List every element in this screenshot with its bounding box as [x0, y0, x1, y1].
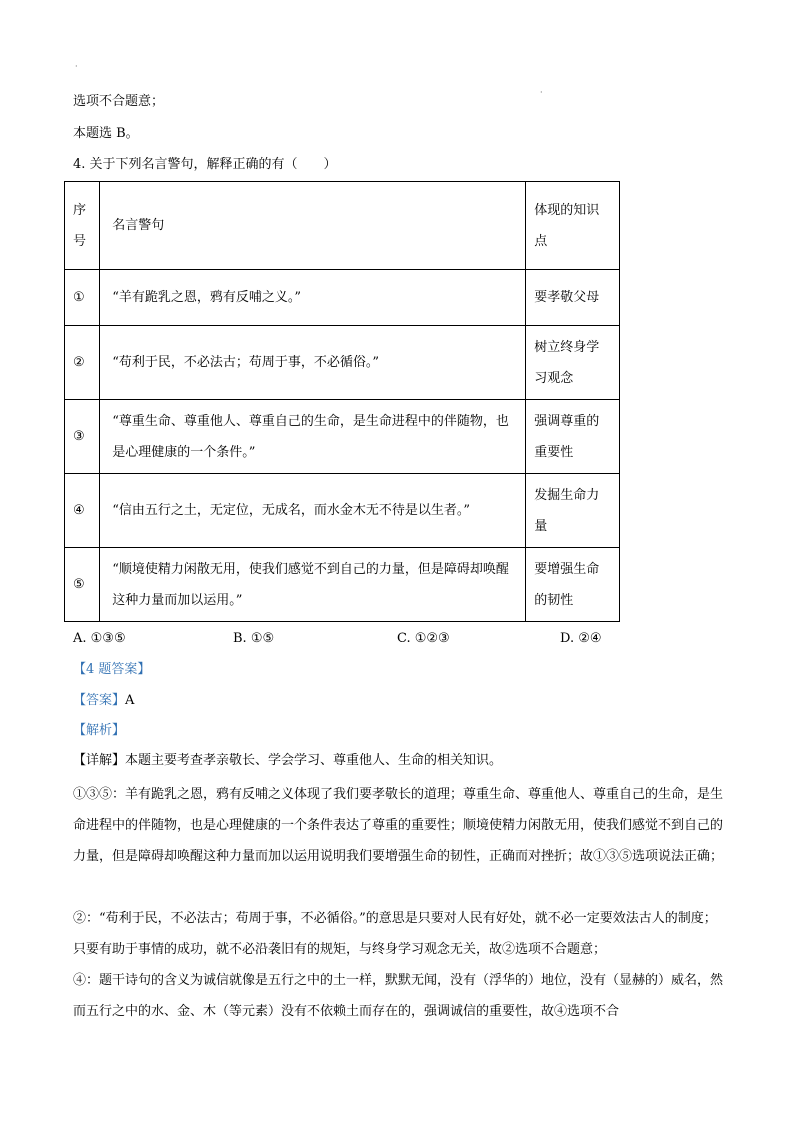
- row-number: ⑤: [65, 548, 100, 622]
- scan-dot: ·: [540, 88, 543, 97]
- detail-line: 【详解】本题主要考查孝亲敬长、学会学习、尊重他人、生命的相关知识。: [73, 753, 503, 768]
- row-number: ①: [65, 270, 100, 326]
- row-quote: “尊重生命、尊重他人、尊重自己的生命，是生命进程中的伴随物，也是心理健康的一个条件。”: [100, 400, 526, 474]
- row-knowledge-point: 树立终身学习观念: [526, 326, 620, 400]
- scan-dot: ·: [75, 62, 78, 71]
- table-row: [65, 326, 620, 400]
- header-number: 序号: [65, 182, 100, 270]
- option-a: A. ①③⑤: [73, 631, 126, 646]
- answer-value: A: [125, 693, 135, 708]
- previous-answer-choice: 本题选 B。: [73, 126, 139, 141]
- option-b: B. ①⑤: [233, 631, 275, 646]
- table-row: [65, 548, 620, 622]
- row-number: ③: [65, 400, 100, 474]
- analysis-paragraph-3: ④：题干诗句的含义为诚信就像是五行之中的土一样，默默无闻，没有（浮华的）地位，没有（显赫的）威名，然而五行之中的水、金、木（等元素）没有不依赖土而存在的，强调诚信的重要性，故④选项不合: [73, 973, 724, 1019]
- row-knowledge-point: 要增强生命的韧性: [526, 548, 620, 622]
- row-knowledge-point: 发掘生命力量: [526, 474, 620, 548]
- answer-section-title: 【4 题答案】: [73, 662, 151, 677]
- header-quote: 名言警句: [100, 182, 526, 270]
- previous-answer-tail: 选项不合题意；: [73, 94, 165, 109]
- row-quote: “顺境使精力闲散无用，使我们感觉不到自己的力量，但是障碍却唤醒这种力量而加以运用。”: [100, 548, 526, 622]
- row-quote: “信由五行之土，无定位，无成名，而水金木无不待是以生者。”: [100, 474, 526, 548]
- analysis-paragraph-1: ①③⑤：羊有跪乳之恩，鸦有反哺之义体现了我们要孝敬长的道理；尊重生命、尊重他人、尊重自己的生命，是生命进程中的伴随物，也是心理健康的一个条件表达了尊重的重要性；顺境使精力闲散无用，使我们感觉不到自己的力量，但是障碍却唤醒这种力量而加以运用说明我们要增强生命的韧性，正确而对挫折；故①③⑤选项说法正确；: [73, 787, 724, 864]
- quote-table: [64, 181, 620, 622]
- row-knowledge-point: 要孝敬父母: [526, 270, 620, 326]
- analysis-title: 【解析】: [73, 723, 126, 738]
- row-number: ④: [65, 474, 100, 548]
- row-quote: “苟利于民，不必法古；苟周于事，不必循俗。”: [100, 326, 526, 400]
- table-row: [65, 400, 620, 474]
- table-row: [65, 474, 620, 548]
- row-quote: “羊有跪乳之恩，鸦有反哺之义。”: [100, 270, 526, 326]
- header-knowledge-point: 体现的知识点: [526, 182, 620, 270]
- table-header-row: [65, 182, 620, 270]
- row-number: ②: [65, 326, 100, 400]
- row-knowledge-point: 强调尊重的重要性: [526, 400, 620, 474]
- option-d: D. ②④: [560, 631, 602, 646]
- analysis-paragraph-2: ②：“苟利于民，不必法古；苟周于事，不必循俗。”的意思是只要对人民有好处，就不必一定要效法古人的制度；只要有助于事情的成功，就不必沿袭旧有的规矩，与终身学习观念无关，故②选项不合题意；: [73, 911, 717, 957]
- answer-line: [73, 692, 134, 710]
- question-stem: 4. 关于下列名言警句，解释正确的有（ ）: [73, 157, 337, 172]
- table-row: [65, 270, 620, 326]
- option-c: C. ①②③: [397, 631, 450, 646]
- answer-label: 【答案】: [73, 693, 126, 708]
